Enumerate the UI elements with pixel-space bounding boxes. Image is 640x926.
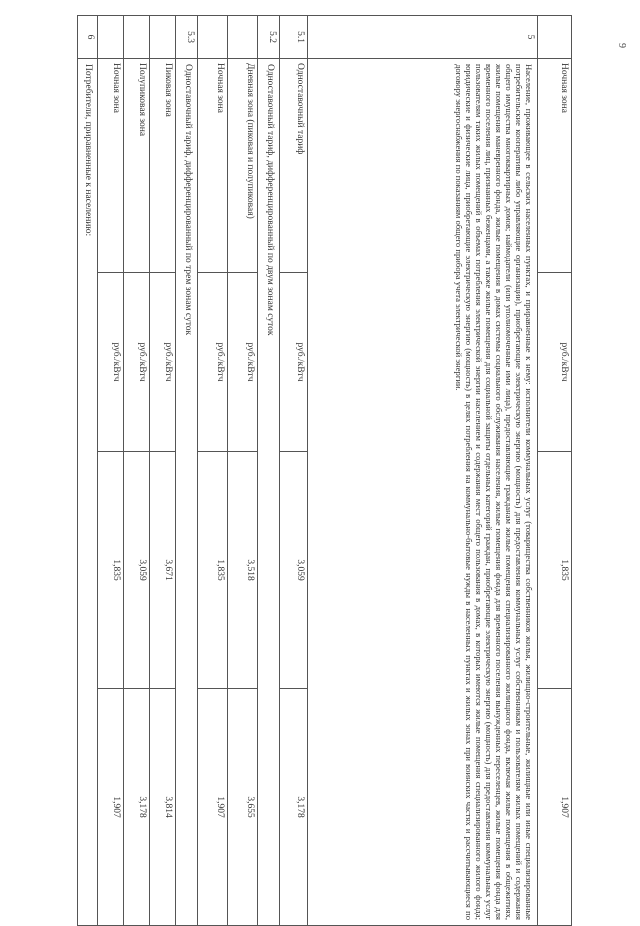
tariff-value-2: 1,907	[538, 689, 572, 926]
table-row	[308, 16, 538, 926]
tariff-value-2: 1,907	[198, 689, 228, 926]
tariff-value-2: 3,178	[280, 689, 308, 926]
table-row	[280, 16, 308, 926]
zone-name: Ночная зона	[538, 59, 572, 273]
zone-name: Пиковая зона	[150, 59, 176, 273]
row-number	[198, 16, 228, 59]
tariff-value-2: 3,178	[124, 689, 150, 926]
row-number: 6	[77, 16, 97, 59]
section-heading: Потребители, приравненные к населению:	[77, 59, 97, 926]
row-number: 5.2	[258, 16, 280, 59]
table-row	[198, 16, 228, 926]
tariff-value-1: 1,835	[198, 452, 228, 689]
tariff-value-1: 3,671	[150, 452, 176, 689]
table-row	[176, 16, 198, 926]
tariff-table	[77, 15, 572, 926]
row-number: 5.3	[176, 16, 198, 59]
row-number	[538, 16, 572, 59]
unit-cell: руб./кВтч	[228, 273, 258, 452]
zone-name: Ночная зона	[98, 59, 124, 273]
tariff-value-1: 3,518	[228, 452, 258, 689]
tariff-value-1: 1,835	[98, 452, 124, 689]
row-number	[228, 16, 258, 59]
table-row	[124, 16, 150, 926]
zone-name: Ночная зона	[198, 59, 228, 273]
category-description: Население, проживающее в сельских населенных пунктах, и приравненные к нему: исполнители коммунальных услуг (товарищества собственников жилья, жилищно-строительные, жилищные или иные специализированные потребительские кооперативы либо управляющие организации), приобретающие электрическую энергию (мощность) для предоставления коммунальных услуг собственникам и пользователям жилых помещений и содержания общего имущества многоквартирных домов; наймодатели (или уполномоченные ими лица), предоставляющие гражданам жилые помещения специализированного жилищного фонда, включая жилые помещения в общежитиях, жилые помещения маневренного фонда, жилые помещения в домах системы социального обслуживания населения, жилые помещения фонда для временного поселения вынужденных переселенцев, жилые помещения фонда для временного поселения лиц, признанных беженцами, а также жилые помещения для социальной защиты отдельных категорий граждан, приобретающие электрическую энергию (мощность) для предоставления коммунальных услуг пользователям таких жилых помещений в объемах потребления электрической энергии населением и содержания мест общего пользования в домах, в которых имеются жилые помещения специализированного жилого фонда; юридические и физические лица, приобретающие электрическую энергию (мощность) в целях потребления на коммунально-бытовые нужды в населенных пунктах и жилых зонах при воинских частях и рассчитывающиеся по договору энергоснабжения по показаниям общего прибора учета электрической энергии.	[308, 59, 538, 926]
zone-name: Полупиковая зона	[124, 59, 150, 273]
row-number	[124, 16, 150, 59]
unit-cell: руб./кВтч	[538, 273, 572, 452]
row-number	[150, 16, 176, 59]
zone-name: Одноставочный тариф	[280, 59, 308, 273]
table-row	[538, 16, 572, 926]
row-number: 5	[308, 16, 538, 59]
tariff-value-2: 3,814	[150, 689, 176, 926]
tariff-value-1: 1,835	[538, 452, 572, 689]
unit-cell: руб./кВтч	[124, 273, 150, 452]
row-number	[98, 16, 124, 59]
unit-cell: руб./кВтч	[150, 273, 176, 452]
table-row	[77, 16, 97, 926]
tariff-table-body	[77, 16, 571, 926]
tariff-table-wrapper	[82, 15, 572, 920]
table-row	[98, 16, 124, 926]
zone-name: Дневная зона (пиковая и полупиковая)	[228, 59, 258, 273]
tariff-value-2: 1,907	[98, 689, 124, 926]
section-heading: Одноставочный тариф, дифференцированный по двум зонам суток	[258, 59, 280, 926]
table-row	[258, 16, 280, 926]
unit-cell: руб./кВтч	[198, 273, 228, 452]
table-row	[228, 16, 258, 926]
unit-cell: руб./кВтч	[98, 273, 124, 452]
unit-cell: руб./кВтч	[280, 273, 308, 452]
table-row	[150, 16, 176, 926]
rotated-page	[82, 15, 572, 920]
section-heading: Одноставочный тариф, дифференцированный по трем зонам суток	[176, 59, 198, 926]
tariff-value-2: 3,655	[228, 689, 258, 926]
tariff-value-1: 3,059	[124, 452, 150, 689]
page-number: 9	[616, 43, 627, 48]
row-number: 5.1	[280, 16, 308, 59]
tariff-value-1: 3,059	[280, 452, 308, 689]
